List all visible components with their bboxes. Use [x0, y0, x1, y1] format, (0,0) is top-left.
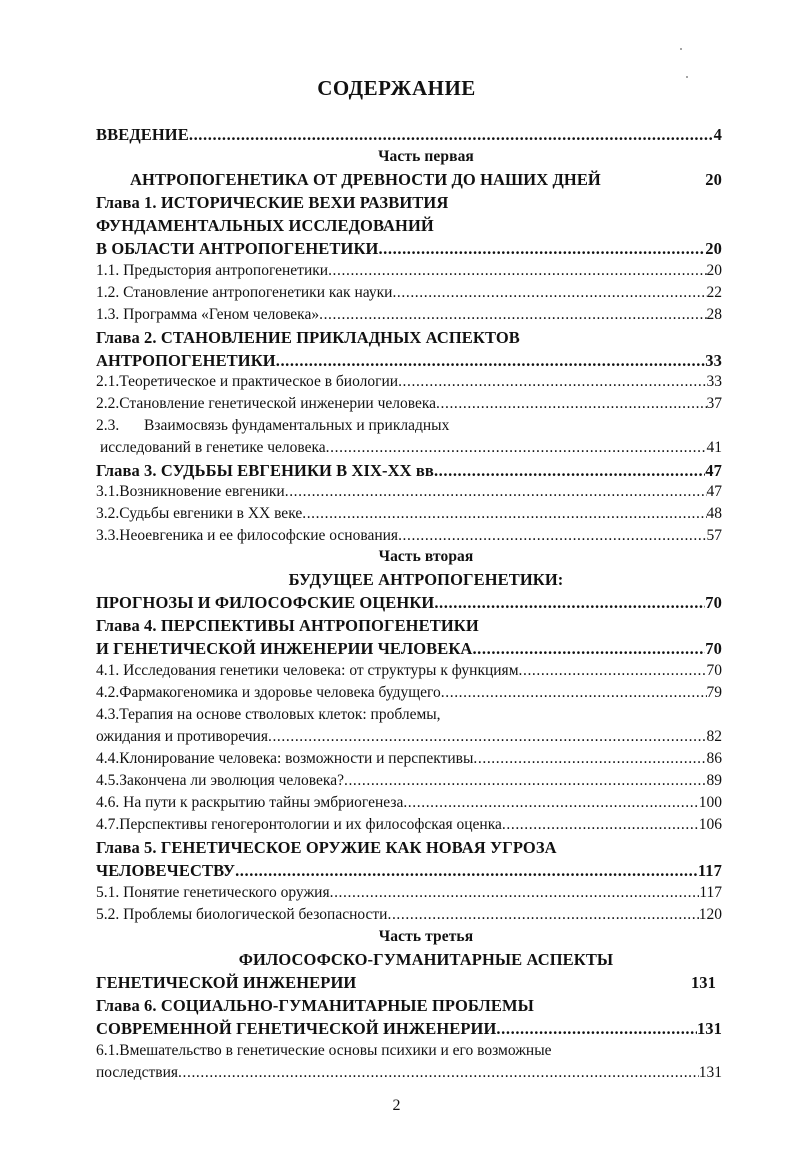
toc-entry-chapter-4: И ГЕНЕТИЧЕСКОЙ ИНЖЕНЕРИИ ЧЕЛОВЕКА ..... 70: [96, 639, 722, 661]
scan-speck: [680, 48, 682, 50]
chapter-heading: Глава 2. СТАНОВЛЕНИЕ ПРИКЛАДНЫХ АСПЕКТОВ: [96, 328, 520, 347]
toc-entry-section: исследований в генетике человека ..... 41: [96, 439, 722, 461]
toc-entry-section: 4.2.Фармакогеномика и здоровье человека будущего ..... 79: [96, 684, 722, 706]
chapter-heading: Глава 4. ПЕРСПЕКТИВЫ АНТРОПОГЕНЕТИКИ: [96, 616, 479, 635]
toc-entry-section: 6.1.Вмешательство в генетические основы психики и его возможные: [96, 1042, 552, 1059]
toc-entry-chapter-6: СОВРЕМЕННОЙ ГЕНЕТИЧЕСКОЙ ИНЖЕНЕРИИ ..... 131: [96, 1019, 722, 1041]
toc-entry-section: 4.3.Терапия на основе стволовых клеток: проблемы,: [96, 706, 441, 723]
page-number: 2: [392, 1097, 401, 1114]
toc-entry-section: 3.2. Судьбы евгеники в XX веке ..... 48: [96, 505, 722, 527]
toc-entry-section: 2.3. Взаимосвязь фундаментальных и прикладных: [96, 417, 450, 434]
toc-entry-section: 4.6. На пути к раскрытию тайны эмбриогенеза ..... 100: [96, 794, 722, 816]
toc-entry-part-2: ПРОГНОЗЫ И ФИЛОСОФСКИЕ ОЦЕНКИ ..... 70: [96, 593, 722, 615]
toc-entry-section: 1.2. Становление антропогенетики как науки ..... 22: [96, 284, 722, 306]
chapter-heading: Глава 6. СОЦИАЛЬНО-ГУМАНИТАРНЫЕ ПРОБЛЕМЫ: [96, 996, 534, 1015]
toc-entry-chapter-2: АНТРОПОГЕНЕТИКИ ..... 33: [96, 351, 722, 373]
part-heading: АНТРОПОГЕНЕТИКА ОТ ДРЕВНОСТИ ДО НАШИХ ДНЕЙ 20: [130, 170, 722, 189]
toc-entry-chapter-3: Глава 3. СУДЬБЫ ЕВГЕНИКИ В XIX-XX вв ..... 47: [96, 461, 722, 483]
part-heading: БУДУЩЕЕ АНТРОПОГЕНЕТИКИ:: [288, 570, 564, 589]
toc-entry-section: 5.2. Проблемы биологической безопасности ..... 120: [96, 906, 722, 928]
scan-speck: [686, 76, 688, 78]
toc-entry-section: 2.2. Становление генетической инженерии человека ..... 37: [96, 395, 722, 417]
toc-entry-section: ожидания и противоречия ..... 82: [96, 728, 722, 750]
toc-entry-section: 5.1. Понятие генетического оружия ..... 117: [96, 884, 722, 906]
toc-entry-section: 4.4.Клонирование человека: возможности и перспективы ..... 86: [96, 750, 722, 772]
toc-entry-section: 3.3. Неоевгеника и ее философские основания ..... 57: [96, 527, 722, 549]
toc-entry-chapter-5: ЧЕЛОВЕЧЕСТВУ ..... 117: [96, 861, 722, 883]
chapter-heading: Глава 5. ГЕНЕТИЧЕСКОЕ ОРУЖИЕ КАК НОВАЯ УГРОЗА: [96, 838, 557, 857]
part-label: Часть первая: [378, 148, 474, 165]
toc-entry-section: 3.1. Возникновение евгеники ..... 47: [96, 483, 722, 505]
toc-entry-part-3: ГЕНЕТИЧЕСКОЙ ИНЖЕНЕРИИ 131: [96, 973, 716, 992]
toc-entry-section: 1.1. Предыстория антропогенетики ..... 20: [96, 262, 722, 284]
toc-entry-section: 4.7.Перспективы геногеронтологии и их философская оценка ..... 106: [96, 816, 722, 838]
chapter-heading: Глава 1. ИСТОРИЧЕСКИЕ ВЕХИ РАЗВИТИЯ: [96, 193, 449, 212]
part-label: Часть вторая: [378, 548, 474, 565]
toc-entry-section: 2.1. Теоретическое и практическое в биологии ..... 33: [96, 373, 722, 395]
part-heading: ФИЛОСОФСКО-ГУМАНИТАРНЫЕ АСПЕКТЫ: [238, 950, 614, 969]
toc-entry-chapter-1: В ОБЛАСТИ АНТРОПОГЕНЕТИКИ ..... 20: [96, 239, 722, 261]
toc-entry-section: 4.5.Закончена ли эволюция человека? ..... 89: [96, 772, 722, 794]
toc-entry-intro: ВВЕДЕНИЕ ..... 4: [96, 125, 722, 147]
chapter-heading: ФУНДАМЕНТАЛЬНЫХ ИССЛЕДОВАНИЙ: [96, 216, 434, 235]
part-label: Часть третья: [378, 928, 474, 945]
page-title: СОДЕРЖАНИЕ: [317, 76, 476, 100]
toc-entry-section: последствия ..... 131: [96, 1064, 722, 1086]
toc-entry-section: 4.1. Исследования генетики человека: от структуры к функциям ..... 70: [96, 662, 722, 684]
toc-entry-section: 1.3. Программа «Геном человека» ..... 28: [96, 306, 722, 328]
